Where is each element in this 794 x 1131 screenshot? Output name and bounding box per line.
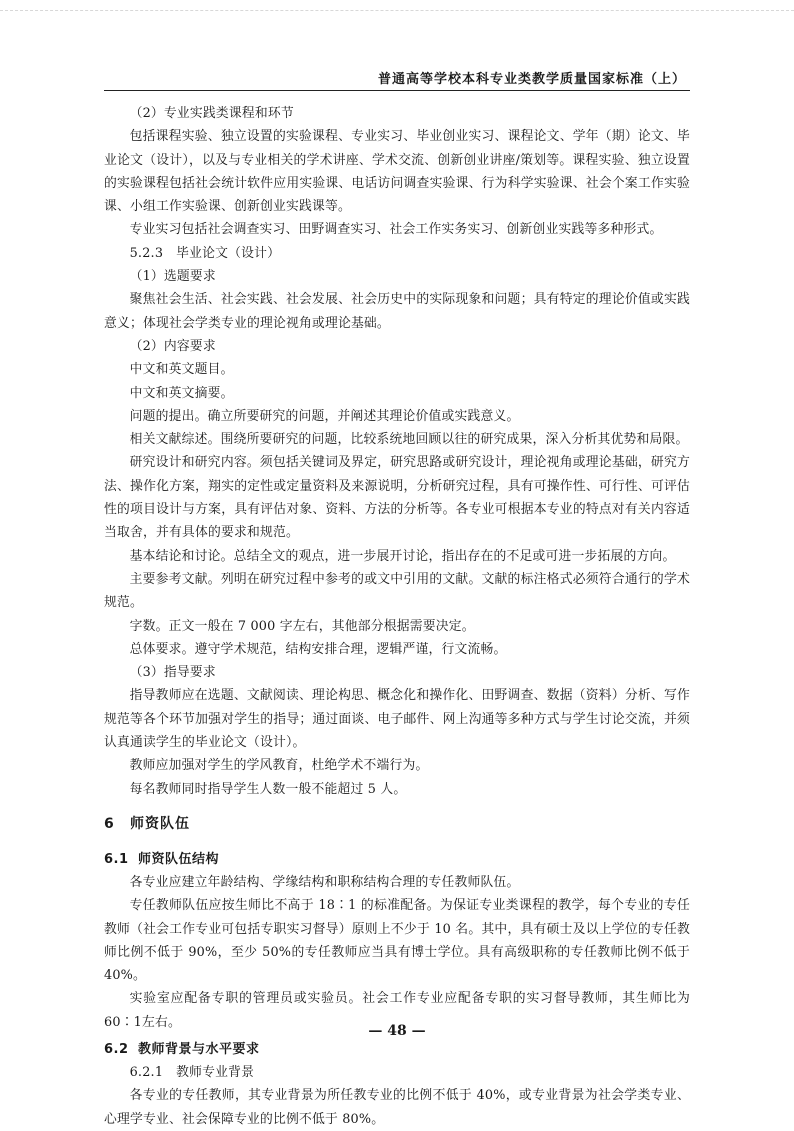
paragraph: 中文和英文摘要。 [129,385,234,401]
subsection-number: 6.1 [104,851,129,867]
section-heading-6 [104,813,690,836]
paragraph: 聚焦社会生活、社会实践、社会发展、社会历史中的实际现象和问题；具有特定的理论价值或实践意义；体现社会学类专业的理论视角或理论基础。 [104,292,690,331]
paragraph: 字数。正文一般在 7 000 字左右，其他部分根据需要决定。 [129,618,475,634]
paragraph: 基本结论和讨论。总结全文的观点，进一步展开讨论，指出存在的不足或可进一步拓展的方向。 [129,548,676,564]
paragraph: （2）专业实践类课程和环节 [129,106,294,121]
paragraph: 主要参考文献。列明在研究过程中参考的或文中引用的文献。文献的标注格式必须符合通行的学术规范。 [104,571,690,611]
paragraph: （3）指导要求 [129,665,216,681]
section-number: 6 [104,815,115,832]
header-title: 普通高等学校本科专业类教学质量国家标准（上） [377,72,686,87]
paragraph: 5.2.3 毕业论文（设计） [129,245,281,261]
paragraph: 每名教师同时指导学生人数一般不能超过 5 人。 [129,781,407,797]
subsection-heading-6-1 [104,848,690,871]
subsection-title: 师资队伍结构 [138,851,220,867]
paragraph: 中文和英文题目。 [129,362,234,378]
paragraph: （2）内容要求 [129,338,216,354]
scan-artifact-line [0,10,794,12]
paragraph: 指导教师应在选题、文献阅读、理论构思、概念化和操作化、田野调查、数据（资料）分析、写作规范等各个环节加强对学生的指导；通过面谈、电子邮件、网上沟通等多种方式与学生讨论交流，并须认真通读学生的毕业论文（设计）。 [104,688,690,751]
running-header [104,68,690,91]
paragraph: 各专业应建立年龄结构、学缘结构和职称结构合理的专任教师队伍。 [129,874,520,890]
paragraph: 总体要求。遵守学术规范，结构安排合理，逻辑严谨，行文流畅。 [129,641,507,657]
section-title: 师资队伍 [130,815,190,832]
paragraph: （1）选题要求 [129,269,216,285]
subsection-heading-6-2 [104,1038,690,1061]
paragraph: 相关文献综述。围绕所要研究的问题，比较系统地回顾以往的研究成果，深入分析其优势和局限。 [129,432,689,448]
page-number: — 48 — [368,1023,426,1039]
paragraph: 问题的提出。确立所要研究的问题，并阐述其理论价值或实践意义。 [129,408,520,424]
paragraph: 6.2.1 教师专业背景 [129,1064,255,1080]
paragraph: 研究设计和研究内容。须包括关键词及界定，研究思路或研究设计，理论视角或理论基础，研究方法、操作化方案，翔实的定性或定量资料及来源说明，分析研究过程，具有可操作性、可行性、可评估性的项目设计与方案，具有评估对象、资料、方法的分析等。各专业可根据本专业的特点对有关内容适当取舍，并有具体的要求和规范。 [104,455,690,541]
paragraph: 教师应加强对学生的学风教育，杜绝学术不端行为。 [129,758,429,774]
paragraph: 实验室应配备专职的管理员或实验员。社会工作专业应配备专职的实习督导教师，其生师比为 60∶1左右。 [104,991,690,1030]
main-content [104,96,690,1131]
paragraph: 专业实习包括社会调查实习、田野调查实习、社会工作实务实习、创新创业实践等多种形式。 [129,222,663,238]
paragraph: 专任教师队伍应按生师比不高于 18∶1 的标准配备。为保证专业类课程的教学，每个专业的专任教师（社会工作专业可包括专职实习督导）原则上不少于 10 名。其中，具有硕士及以上学位的专任教师比例不低于 90%，至少 50%的专任教师应当具有博士学位。具有高级职称的专任教师比例不低于 40%。 [104,898,690,984]
subsection-title: 教师背景与水平要求 [138,1041,260,1057]
paragraph: 各专业的专任教师，其专业背景为所任教专业的比例不低于 40%，或专业背景为社会学类专业、心理学专业、社会保障专业的比例不低于 80%。 [104,1088,690,1127]
paragraph: 包括课程实验、独立设置的实验课程、专业实习、毕业创业实习、课程论文、学年（期）论文、毕业论文（设计），以及与专业相关的学术讲座、学术交流、创新创业讲座/策划等。课程实验、独立设置的实验课程包括社会统计软件应用实验课、电话访问调查实验课、行为科学实验课、社会个案工作实验课、小组工作实验课、创新创业实践课等。 [104,129,690,215]
subsection-number: 6.2 [104,1041,129,1057]
